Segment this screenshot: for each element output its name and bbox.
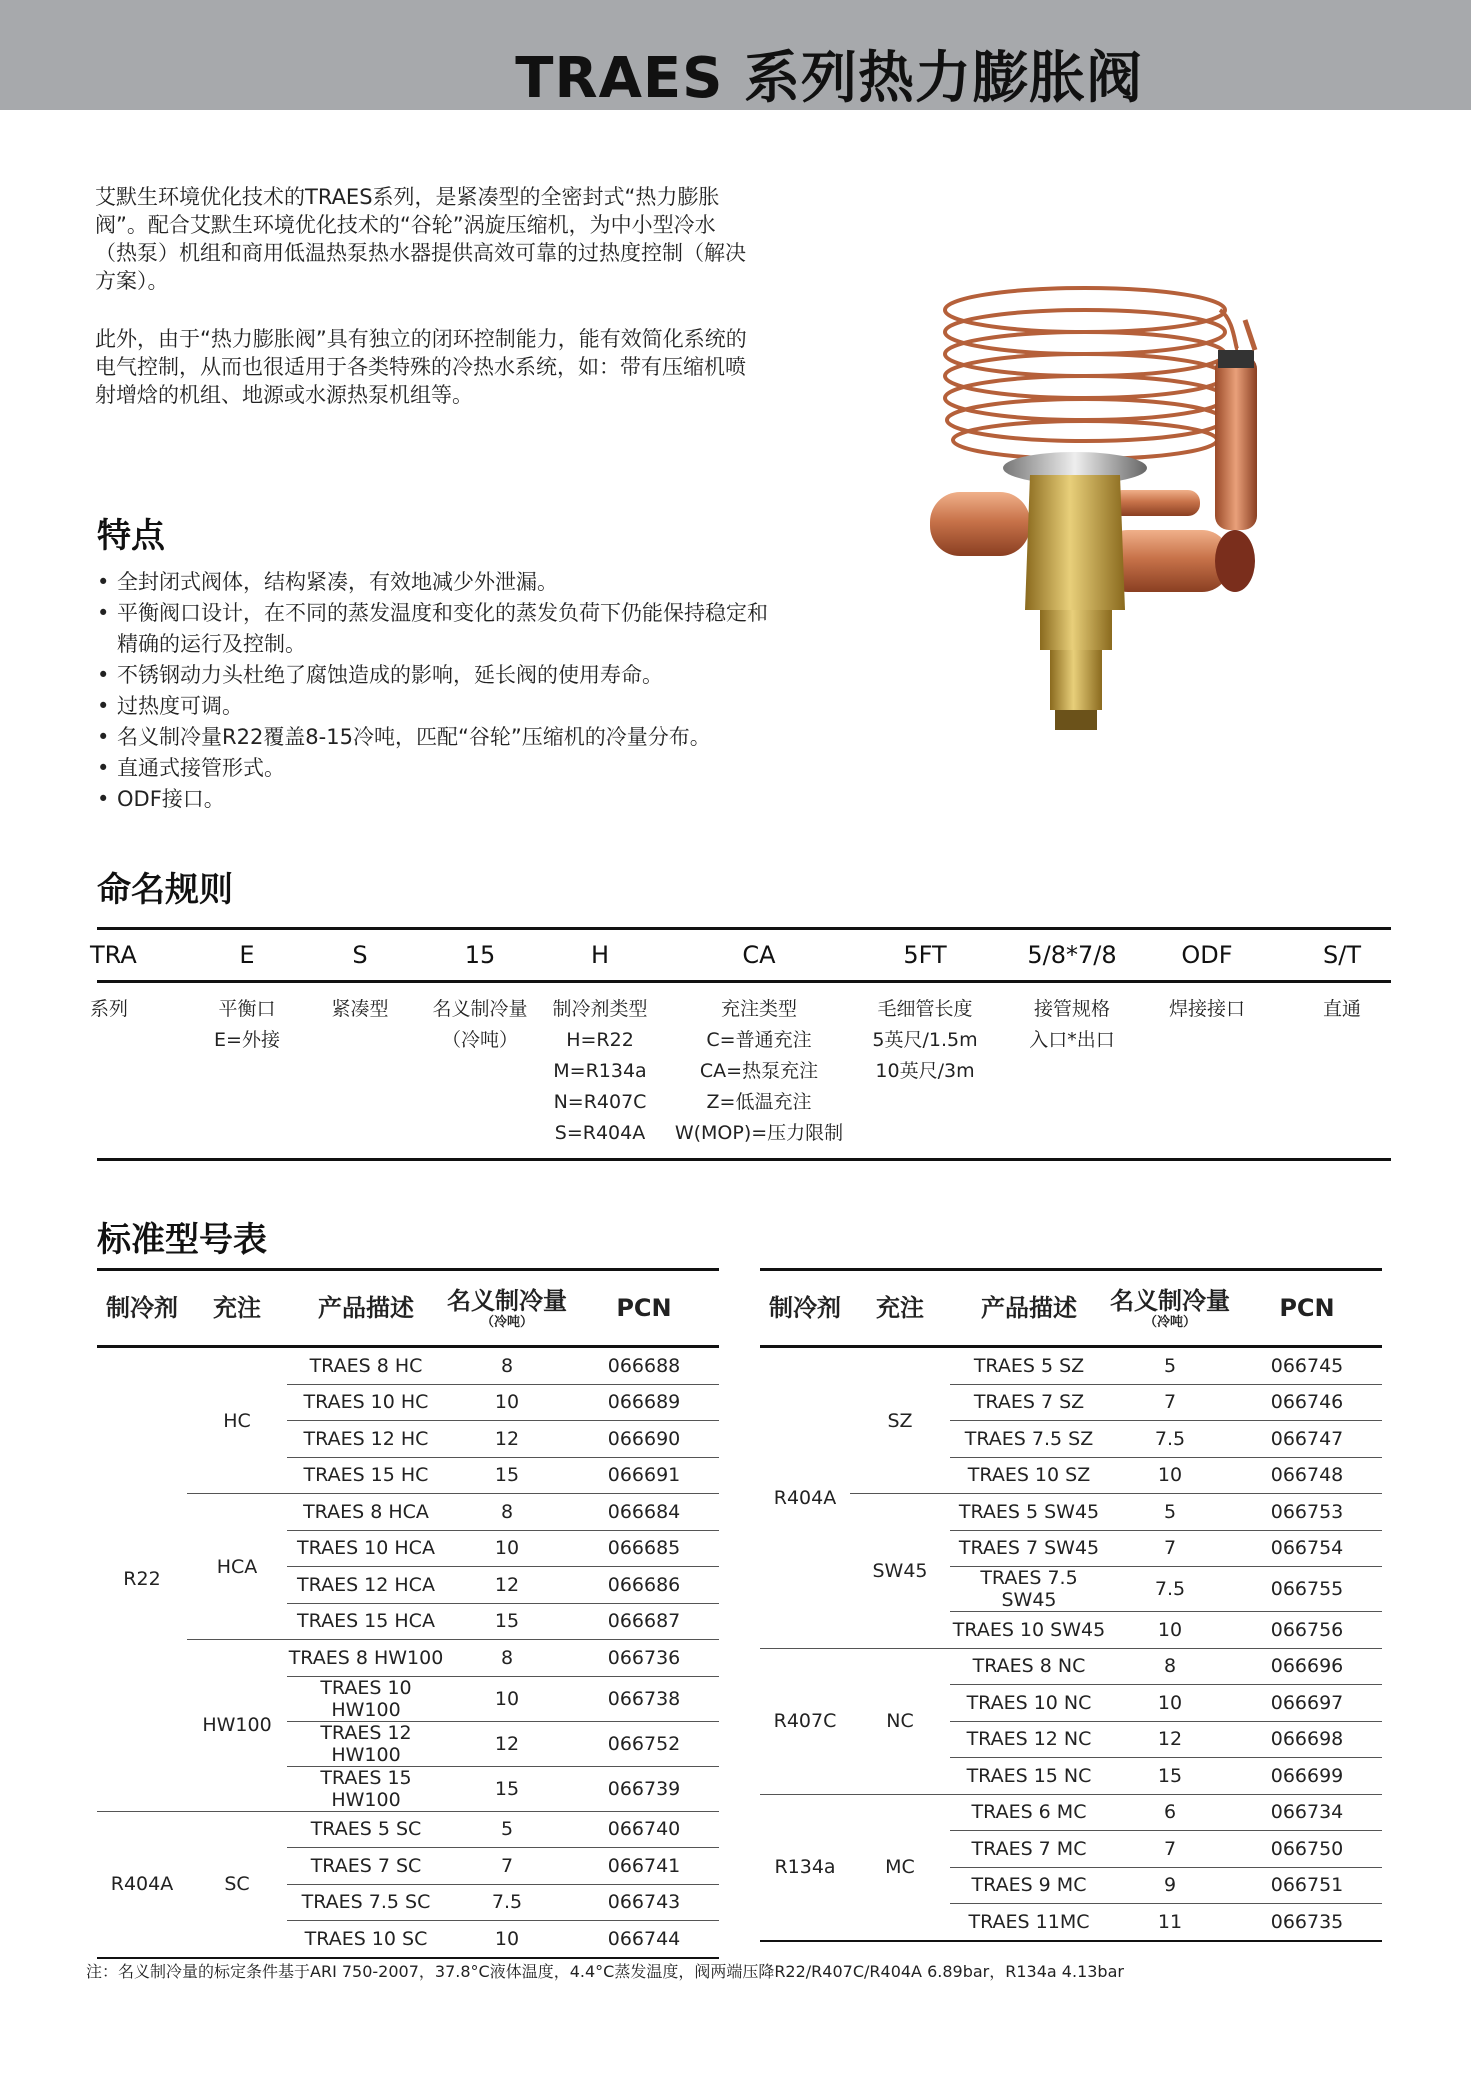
pcn-cell: 066752 bbox=[569, 1721, 719, 1766]
product-cell: TRAES 10 SW45 bbox=[950, 1612, 1108, 1649]
capacity-cell: 10 bbox=[445, 1921, 569, 1958]
charge-cell: SW45 bbox=[850, 1494, 950, 1649]
pcn-cell: 066739 bbox=[569, 1766, 719, 1811]
capacity-cell: 7 bbox=[1108, 1530, 1232, 1567]
refrigerant-cell: R134a bbox=[760, 1794, 850, 1941]
capacity-cell: 10 bbox=[1108, 1685, 1232, 1722]
capacity-cell: 7 bbox=[1108, 1831, 1232, 1868]
pcn-cell: 066751 bbox=[1232, 1867, 1382, 1904]
charge-cell: NC bbox=[850, 1648, 950, 1794]
pcn-cell: 066741 bbox=[569, 1848, 719, 1885]
naming-code: H bbox=[590, 941, 610, 969]
header-pcn bbox=[1232, 1270, 1382, 1347]
product-cell: TRAES 7.5 SW45 bbox=[950, 1567, 1108, 1612]
product-cell: TRAES 15 HW100 bbox=[287, 1766, 445, 1811]
table-row bbox=[760, 1494, 1382, 1531]
header-capacity-unit: （冷吨） bbox=[480, 1315, 533, 1330]
capacity-cell: 8 bbox=[445, 1347, 569, 1385]
feature-item: • 不锈钢动力头杜绝了腐蚀造成的影响，延长阀的使用寿命。 bbox=[97, 660, 777, 691]
pcn-cell: 066699 bbox=[1232, 1758, 1382, 1795]
header-charge-label: 充注 bbox=[213, 1294, 261, 1322]
capacity-cell: 10 bbox=[445, 1676, 569, 1721]
pcn-cell: 066753 bbox=[1232, 1494, 1382, 1531]
naming-code: 5FT bbox=[903, 941, 947, 969]
header-refrigerant-label: 制冷剂 bbox=[106, 1294, 178, 1322]
product-cell: TRAES 8 HC bbox=[287, 1347, 445, 1385]
pcn-cell: 066696 bbox=[1232, 1648, 1382, 1685]
feature-item: • 过热度可调。 bbox=[97, 691, 777, 722]
pcn-cell: 066754 bbox=[1232, 1530, 1382, 1567]
capacity-cell: 10 bbox=[445, 1530, 569, 1567]
header-product bbox=[950, 1270, 1108, 1347]
capacity-cell: 5 bbox=[445, 1811, 569, 1848]
capacity-cell: 7 bbox=[1108, 1384, 1232, 1421]
features-list bbox=[97, 567, 777, 815]
product-cell: TRAES 8 HW100 bbox=[287, 1640, 445, 1677]
pcn-cell: 066744 bbox=[569, 1921, 719, 1958]
product-cell: TRAES 7 SZ bbox=[950, 1384, 1108, 1421]
header-product-label: 产品描述 bbox=[318, 1294, 414, 1322]
header-charge bbox=[850, 1270, 950, 1347]
naming-title: 命名规则 bbox=[97, 870, 233, 910]
naming-desc: 紧凑型 bbox=[331, 998, 389, 1020]
naming-desc: 毛细管长度 5英尺/1.5m 10英尺/3m bbox=[872, 998, 978, 1082]
product-cell: TRAES 12 HW100 bbox=[287, 1721, 445, 1766]
header-refrigerant bbox=[760, 1270, 850, 1347]
pcn-cell: 066734 bbox=[1232, 1794, 1382, 1831]
charge-cell: MC bbox=[850, 1794, 950, 1941]
naming-code: S bbox=[352, 941, 368, 969]
naming-code: 15 bbox=[464, 941, 496, 969]
pcn-cell: 066746 bbox=[1232, 1384, 1382, 1421]
product-cell: TRAES 12 HCA bbox=[287, 1567, 445, 1604]
product-cell: TRAES 7.5 SZ bbox=[950, 1421, 1108, 1458]
pcn-cell: 066738 bbox=[569, 1676, 719, 1721]
product-cell: TRAES 15 NC bbox=[950, 1758, 1108, 1795]
capacity-cell: 8 bbox=[1108, 1648, 1232, 1685]
pcn-cell: 066691 bbox=[569, 1457, 719, 1494]
table-row bbox=[97, 1811, 719, 1848]
intro-paragraph-2: 此外，由于“热力膨胀阀”具有独立的闭环控制能力，能有效简化系统的电气控制，从而也很适用于各类特殊的冷热水系统，如：带有压缩机喷射增焓的机组、地源或水源热泵机组等。 bbox=[95, 327, 747, 407]
charge-cell: HW100 bbox=[187, 1640, 287, 1812]
table-row bbox=[760, 1648, 1382, 1685]
header-capacity bbox=[445, 1270, 569, 1347]
table-row bbox=[760, 1794, 1382, 1831]
naming-code: ODF bbox=[1181, 941, 1233, 969]
naming-desc: 名义制冷量 （冷吨） bbox=[432, 998, 528, 1051]
charge-cell: SC bbox=[187, 1811, 287, 1958]
naming-code: E bbox=[239, 941, 255, 969]
pcn-cell: 066748 bbox=[1232, 1457, 1382, 1494]
capacity-cell: 5 bbox=[1108, 1347, 1232, 1385]
header-pcn-label: PCN bbox=[1279, 1294, 1335, 1322]
pcn-cell: 066687 bbox=[569, 1603, 719, 1640]
header-pcn-label: PCN bbox=[616, 1294, 672, 1322]
pcn-cell: 066690 bbox=[569, 1421, 719, 1458]
product-cell: TRAES 15 HCA bbox=[287, 1603, 445, 1640]
pcn-cell: 066689 bbox=[569, 1384, 719, 1421]
table-row bbox=[97, 1640, 719, 1677]
product-cell: TRAES 7 SW45 bbox=[950, 1530, 1108, 1567]
header-charge-label: 充注 bbox=[876, 1294, 924, 1322]
product-cell: TRAES 10 HW100 bbox=[287, 1676, 445, 1721]
product-cell: TRAES 10 HC bbox=[287, 1384, 445, 1421]
product-cell: TRAES 8 NC bbox=[950, 1648, 1108, 1685]
product-cell: TRAES 5 SC bbox=[287, 1811, 445, 1848]
charge-cell: HC bbox=[187, 1347, 287, 1494]
header-capacity bbox=[1108, 1270, 1232, 1347]
product-cell: TRAES 10 NC bbox=[950, 1685, 1108, 1722]
pcn-cell: 066755 bbox=[1232, 1567, 1382, 1612]
pcn-cell: 066756 bbox=[1232, 1612, 1382, 1649]
capacity-cell: 7.5 bbox=[1108, 1567, 1232, 1612]
naming-rule bbox=[90, 927, 1391, 1161]
product-cell: TRAES 12 HC bbox=[287, 1421, 445, 1458]
pcn-cell: 066743 bbox=[569, 1884, 719, 1921]
product-cell: TRAES 10 SZ bbox=[950, 1457, 1108, 1494]
pcn-cell: 066736 bbox=[569, 1640, 719, 1677]
capacity-cell: 8 bbox=[445, 1494, 569, 1531]
naming-desc: 平衡口 E=外接 bbox=[214, 998, 280, 1051]
pcn-cell: 066698 bbox=[1232, 1721, 1382, 1758]
product-cell: TRAES 11MC bbox=[950, 1904, 1108, 1941]
intro-paragraph-1: 艾默生环境优化技术的TRAES系列，是紧凑型的全密封式“热力膨胀阀”。配合艾默生环境优化技术的“谷轮”涡旋压缩机，为中小型冷水（热泵）机组和商用低温热泵热水器提供高效可靠的过热度控制（解决方案）。 bbox=[95, 185, 746, 293]
capacity-cell: 5 bbox=[1108, 1494, 1232, 1531]
capacity-cell: 10 bbox=[1108, 1457, 1232, 1494]
standard-table-right bbox=[760, 1268, 1382, 1942]
pcn-cell: 066735 bbox=[1232, 1904, 1382, 1941]
naming-desc: 系列 bbox=[90, 998, 129, 1020]
header-capacity-label: 名义制冷量 bbox=[1110, 1287, 1230, 1315]
charge-cell: SZ bbox=[850, 1347, 950, 1494]
product-cell: TRAES 6 MC bbox=[950, 1794, 1108, 1831]
feature-item: • ODF接口。 bbox=[97, 784, 777, 815]
naming-desc: 制冷剂类型 H=R22 M=R134a N=R407C S=R404A bbox=[552, 998, 648, 1144]
page-title: TRAES 系列热力膨胀阀 bbox=[515, 46, 1143, 111]
feature-item: • 全封闭式阀体，结构紧凑，有效地减少外泄漏。 bbox=[97, 567, 777, 598]
pcn-cell: 066688 bbox=[569, 1347, 719, 1385]
capacity-cell: 7.5 bbox=[445, 1884, 569, 1921]
feature-item: • 直通式接管形式。 bbox=[97, 753, 777, 784]
capacity-cell: 10 bbox=[1108, 1612, 1232, 1649]
capacity-cell: 11 bbox=[1108, 1904, 1232, 1941]
capacity-cell: 9 bbox=[1108, 1867, 1232, 1904]
naming-code: 5/8*7/8 bbox=[1027, 941, 1117, 969]
naming-code: TRA bbox=[90, 941, 137, 969]
naming-desc: 接管规格 入口*出口 bbox=[1029, 998, 1115, 1051]
capacity-cell: 8 bbox=[445, 1640, 569, 1677]
product-cell: TRAES 10 HCA bbox=[287, 1530, 445, 1567]
capacity-cell: 15 bbox=[445, 1766, 569, 1811]
pcn-cell: 066747 bbox=[1232, 1421, 1382, 1458]
pcn-cell: 066686 bbox=[569, 1567, 719, 1604]
expansion-valve-image bbox=[900, 280, 1340, 760]
table-row bbox=[760, 1347, 1382, 1385]
table-row bbox=[97, 1347, 719, 1385]
capacity-cell: 15 bbox=[1108, 1758, 1232, 1795]
standard-table-left bbox=[97, 1268, 719, 1959]
capacity-cell: 12 bbox=[445, 1721, 569, 1766]
pcn-cell: 066684 bbox=[569, 1494, 719, 1531]
naming-code: CA bbox=[742, 941, 776, 969]
product-cell: TRAES 5 SZ bbox=[950, 1347, 1108, 1385]
refrigerant-cell: R404A bbox=[760, 1347, 850, 1649]
header-product-label: 产品描述 bbox=[981, 1294, 1077, 1322]
product-cell: TRAES 15 HC bbox=[287, 1457, 445, 1494]
product-cell: TRAES 5 SW45 bbox=[950, 1494, 1108, 1531]
table-row bbox=[97, 1494, 719, 1531]
product-cell: TRAES 7 SC bbox=[287, 1848, 445, 1885]
product-cell: TRAES 7.5 SC bbox=[287, 1884, 445, 1921]
feature-item: • 平衡阀口设计，在不同的蒸发温度和变化的蒸发负荷下仍能保持稳定和精确的运行及控制。 bbox=[97, 598, 777, 660]
features-title: 特点 bbox=[97, 516, 165, 556]
naming-desc: 充注类型 C=普通充注 CA=热泵充注 Z=低温充注 W(MOP)=压力限制 bbox=[674, 998, 844, 1144]
capacity-cell: 15 bbox=[445, 1457, 569, 1494]
product-cell: TRAES 9 MC bbox=[950, 1867, 1108, 1904]
pcn-cell: 066685 bbox=[569, 1530, 719, 1567]
pcn-cell: 066750 bbox=[1232, 1831, 1382, 1868]
capacity-cell: 12 bbox=[1108, 1721, 1232, 1758]
header-capacity-unit: （冷吨） bbox=[1143, 1315, 1196, 1330]
capacity-cell: 7 bbox=[445, 1848, 569, 1885]
product-cell: TRAES 10 SC bbox=[287, 1921, 445, 1958]
charge-cell: HCA bbox=[187, 1494, 287, 1640]
capacity-cell: 10 bbox=[445, 1384, 569, 1421]
capacity-cell: 12 bbox=[445, 1421, 569, 1458]
header-capacity-label: 名义制冷量 bbox=[447, 1287, 567, 1315]
naming-desc: 焊接接口 bbox=[1168, 998, 1245, 1020]
header-charge bbox=[187, 1270, 287, 1347]
capacity-cell: 7.5 bbox=[1108, 1421, 1232, 1458]
product-cell: TRAES 7 MC bbox=[950, 1831, 1108, 1868]
refrigerant-cell: R407C bbox=[760, 1648, 850, 1794]
refrigerant-cell: R22 bbox=[97, 1347, 187, 1812]
header-pcn bbox=[569, 1270, 719, 1347]
product-cell: TRAES 12 NC bbox=[950, 1721, 1108, 1758]
naming-desc: 直通 bbox=[1322, 998, 1361, 1020]
capacity-cell: 15 bbox=[445, 1603, 569, 1640]
naming-codes-row bbox=[90, 930, 1391, 983]
naming-code: S/T bbox=[1323, 941, 1361, 969]
feature-item: • 名义制冷量R22覆盖8-15冷吨，匹配“谷轮”压缩机的冷量分布。 bbox=[97, 722, 777, 753]
footnote: 注：名义制冷量的标定条件基于ARI 750-2007，37.8°C液体温度，4.4°C蒸发温度，阀两端压降R22/R407C/R404A 6.89bar，R134a 4.13bar bbox=[86, 1962, 1124, 1981]
capacity-cell: 6 bbox=[1108, 1794, 1232, 1831]
product-cell: TRAES 8 HCA bbox=[287, 1494, 445, 1531]
pcn-cell: 066745 bbox=[1232, 1347, 1382, 1385]
refrigerant-cell: R404A bbox=[97, 1811, 187, 1958]
capacity-cell: 12 bbox=[445, 1567, 569, 1604]
header-refrigerant-label: 制冷剂 bbox=[769, 1294, 841, 1322]
standard-title: 标准型号表 bbox=[97, 1220, 267, 1260]
pcn-cell: 066697 bbox=[1232, 1685, 1382, 1722]
pcn-cell: 066740 bbox=[569, 1811, 719, 1848]
header-refrigerant bbox=[97, 1270, 187, 1347]
header-product bbox=[287, 1270, 445, 1347]
